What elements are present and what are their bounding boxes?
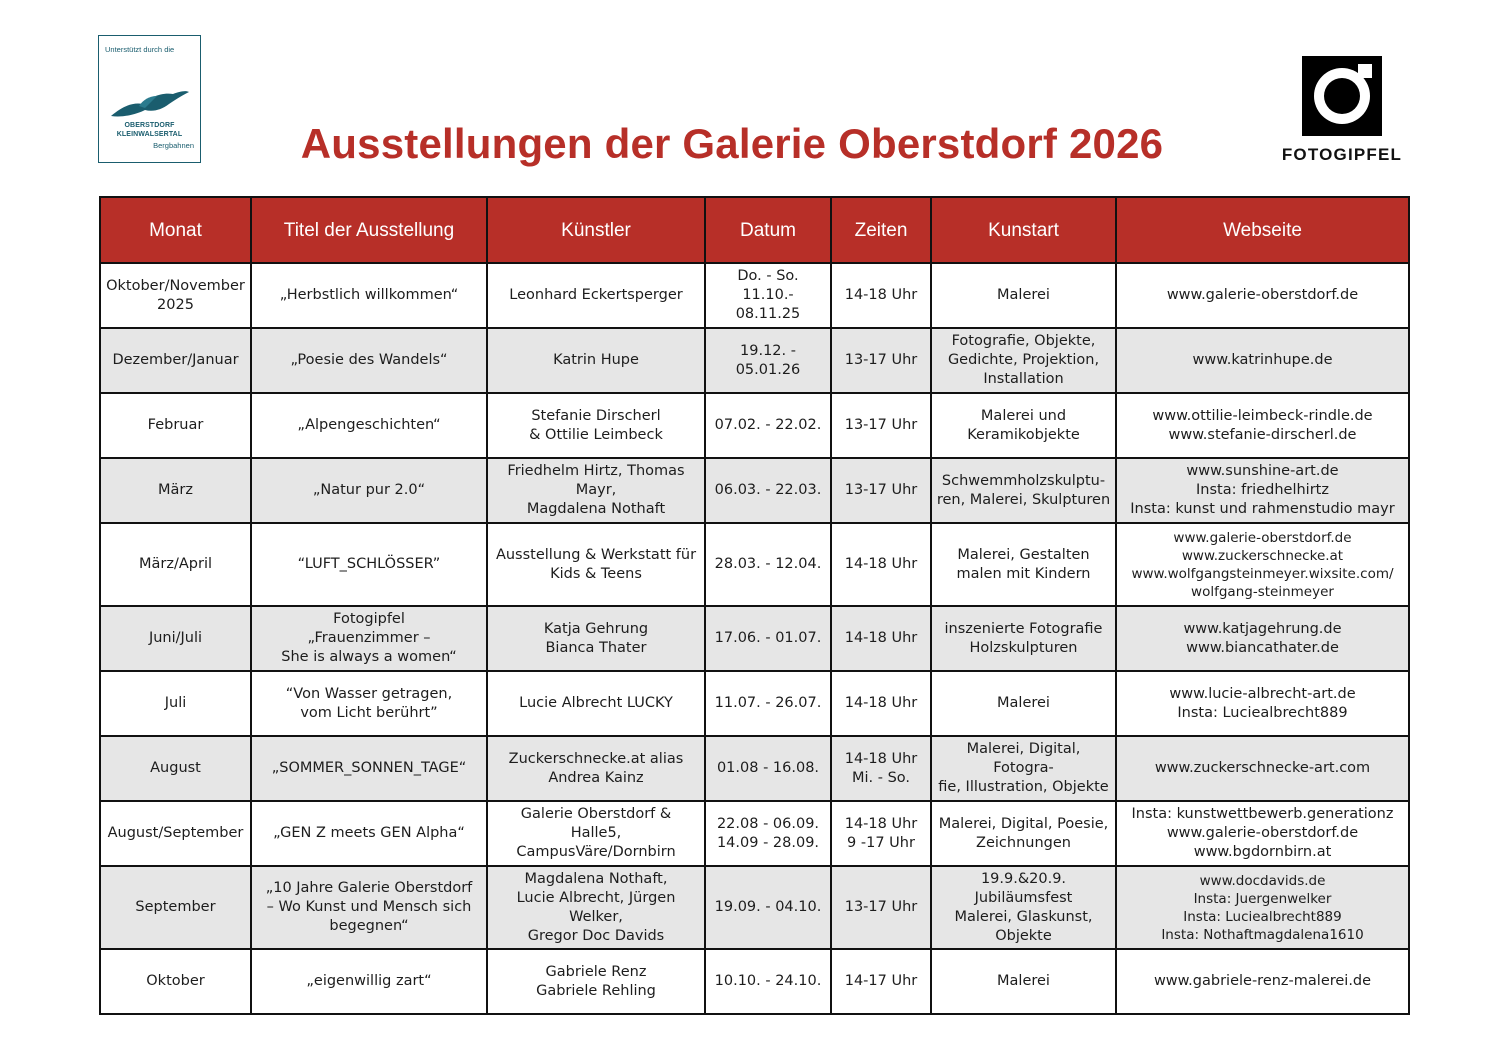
cell-line: „GEN Z meets GEN Alpha“ (273, 825, 465, 841)
cell-line: www.wolfgangsteinmeyer.wixsite.com/ (1131, 565, 1394, 582)
cell-line: Malerei (997, 973, 1050, 989)
cell-line: „Poesie des Wandels“ (290, 352, 448, 368)
cell-date (705, 606, 831, 671)
cell-month (100, 523, 251, 606)
cell-artist (487, 458, 705, 523)
cell-artist (487, 328, 705, 393)
table-row (100, 393, 1409, 458)
cell-artist (487, 736, 705, 801)
sponsor-name-line2: KLEINWALSERTAL (116, 131, 183, 138)
cell-art-type (931, 523, 1116, 606)
cell-times (831, 671, 931, 736)
header-month: Monat (100, 197, 251, 263)
cell-line: September (135, 899, 216, 915)
header-times: Zeiten (831, 197, 931, 263)
cell-line: Magdalena Nothaft (526, 501, 666, 517)
cell-times (831, 523, 931, 606)
cell-line: Bianca Thater (545, 639, 647, 656)
header-title: Titel der Ausstellung (251, 197, 487, 263)
cell-line: 17.06. - 01.07. (714, 630, 822, 646)
cell-line: inszenierte Fotografie (944, 620, 1103, 637)
cell-line: Insta: Juergenwelker (1193, 890, 1332, 907)
cell-month (100, 393, 251, 458)
cell-line: Insta: Luciealbrecht889 (1177, 704, 1348, 721)
cell-line: www.bgdornbirn.at (1193, 844, 1332, 860)
cell-month (100, 328, 251, 393)
cell-title (251, 328, 487, 393)
cell-line: „10 Jahre Galerie Oberstdorf (265, 880, 473, 896)
cell-line: Insta: friedhelhirtz (1196, 482, 1329, 498)
page-title: Ausstellungen der Galerie Oberstdorf 2026 (300, 120, 1164, 167)
cell-title (251, 606, 487, 671)
cell-times (831, 393, 931, 458)
cell-month (100, 263, 251, 328)
cell-line: 11.10.- 08.11.25 (735, 287, 801, 322)
cell-line: She is always a women“ (281, 649, 457, 665)
header-website: Webseite (1116, 197, 1409, 263)
cell-line: www.katrinhupe.de (1192, 352, 1333, 368)
cell-date (705, 458, 831, 523)
cell-line: Malerei (997, 287, 1050, 303)
cell-line: August/September (107, 825, 244, 841)
cell-times (831, 458, 931, 523)
cell-art-type (931, 606, 1116, 671)
cell-website (1116, 263, 1409, 328)
cell-line: Insta: kunst und rahmenstudio mayr (1130, 501, 1395, 517)
cell-line: Installation (983, 371, 1064, 387)
cell-website (1116, 736, 1409, 801)
cell-artist (487, 866, 705, 949)
cell-art-type (931, 736, 1116, 801)
cell-line: www.lucie-albrecht-art.de (1169, 685, 1356, 702)
cell-line: www.gabriele-renz-malerei.de (1153, 973, 1372, 989)
cell-line: Malerei und (980, 407, 1067, 424)
sponsor-caption: Unterstützt durch die (105, 45, 175, 54)
cell-line: 13-17 Uhr (844, 482, 918, 498)
cell-line: www.katjagehrung.de (1183, 620, 1342, 637)
cell-line: Schwemmholzskulptu- (941, 472, 1106, 489)
cell-line: www.zuckerschnecke.at (1181, 547, 1344, 564)
cell-line: 19.12. - 05.01.26 (735, 342, 801, 378)
cell-line: 28.03. - 12.04. (714, 556, 822, 572)
cell-line: Malerei, Glaskunst, (954, 908, 1093, 925)
cell-line: Katja Gehrung (543, 620, 649, 637)
cell-line: „SOMMER_SONNEN_TAGE“ (271, 760, 467, 776)
cell-line: 14-17 Uhr (844, 973, 918, 989)
cell-line: „Natur pur 2.0“ (312, 482, 426, 498)
cell-line: Stefanie Dirscherl (531, 407, 661, 424)
cell-line: Insta: Luciealbrecht889 (1183, 908, 1342, 925)
sponsor-name-line3: Bergbahnen (153, 141, 194, 150)
cell-line: www.sunshine-art.de (1186, 463, 1339, 479)
cell-website (1116, 606, 1409, 671)
cell-art-type (931, 866, 1116, 949)
cell-artist (487, 606, 705, 671)
cell-line: März/April (139, 556, 212, 572)
cell-date (705, 671, 831, 736)
cell-website (1116, 393, 1409, 458)
header-date: Datum (705, 197, 831, 263)
cell-line: Magdalena Nothaft, (524, 870, 668, 887)
cell-line: Keramikobjekte (967, 426, 1080, 443)
cell-line: 19.9.&20.9. Jubiläumsfest (974, 870, 1073, 906)
cell-website (1116, 523, 1409, 606)
cell-line: Lucie Albrecht LUCKY (519, 695, 673, 711)
cell-artist (487, 801, 705, 866)
exhibition-table (99, 196, 1410, 1015)
cell-line: www.galerie-oberstdorf.de (1166, 825, 1359, 841)
table-row (100, 328, 1409, 393)
cell-month (100, 866, 251, 949)
cell-line: Malerei, Digital, Poesie, (938, 815, 1109, 832)
table-header-row (100, 197, 1409, 263)
cell-line: wolfgang-steinmeyer (1191, 583, 1334, 600)
cell-art-type (931, 949, 1116, 1014)
cell-title (251, 949, 487, 1014)
cell-line: 14-18 Uhr (844, 630, 918, 646)
cell-line: www.biancathater.de (1186, 639, 1339, 656)
cell-line: Objekte (995, 927, 1052, 944)
table-row (100, 801, 1409, 866)
cell-line: 22.08 - 06.09. (716, 815, 820, 832)
cell-line: Gabriele Rehling (536, 982, 656, 999)
cell-line: 07.02. - 22.02. (714, 417, 822, 433)
cell-line: begegnen“ (329, 918, 409, 934)
cell-line: – Wo Kunst und Mensch sich (266, 899, 472, 915)
cell-date (705, 328, 831, 393)
cell-line: 13-17 Uhr (844, 417, 918, 433)
cell-title (251, 263, 487, 328)
cell-date (705, 949, 831, 1014)
cell-line: Mi. - So. (851, 769, 911, 786)
cell-times (831, 263, 931, 328)
cell-line: Galerie Oberstdorf & (520, 806, 672, 822)
cell-line: Insta: Nothaftmagdalena1610 (1161, 926, 1364, 943)
cell-line: „Frauenzimmer – (307, 630, 431, 646)
cell-line: Malerei, Digital, Fotogra- (966, 741, 1081, 776)
cell-website (1116, 328, 1409, 393)
cell-line: Insta: kunstwettbewerb.generationz (1131, 806, 1394, 822)
cell-line: www.galerie-oberstdorf.de (1173, 529, 1352, 546)
cell-line: Dezember/Januar (112, 352, 239, 368)
cell-title (251, 393, 487, 458)
cell-website (1116, 949, 1409, 1014)
cell-line: Halle5, CampusVäre/Dornbirn (516, 825, 676, 860)
cell-art-type (931, 671, 1116, 736)
cell-line: 2025 (157, 296, 194, 313)
partner-name: FOTOGIPFEL (1281, 145, 1403, 164)
cell-line: Holzskulpturen (969, 639, 1078, 656)
cell-line: www.zuckerschnecke-art.com (1154, 760, 1371, 776)
cell-line: Fotografie, Objekte, (951, 333, 1096, 349)
cell-title (251, 458, 487, 523)
cell-line: 9 -17 Uhr (847, 834, 915, 851)
cell-line: malen mit Kindern (956, 565, 1091, 582)
table-row (100, 523, 1409, 606)
cell-line: Gregor Doc Davids (527, 927, 665, 944)
cell-month (100, 736, 251, 801)
cell-times (831, 801, 931, 866)
cell-line: Fotogipfel (333, 611, 405, 627)
cell-line: 13-17 Uhr (844, 352, 918, 368)
cell-line: Malerei (997, 695, 1050, 711)
cell-line: 14.09 - 28.09. (716, 834, 820, 851)
cell-line: Zeichnungen (976, 834, 1071, 851)
cell-website (1116, 801, 1409, 866)
cell-date (705, 263, 831, 328)
cell-line: „Herbstlich willkommen“ (279, 287, 459, 303)
cell-month (100, 671, 251, 736)
cell-line: Ausstellung & Werkstatt für (495, 546, 697, 563)
cell-line: 11.07. - 26.07. (714, 695, 822, 711)
cell-artist (487, 523, 705, 606)
cell-line: „eigenwillig zart“ (306, 973, 432, 989)
table-row (100, 949, 1409, 1014)
table-row (100, 263, 1409, 328)
cell-times (831, 949, 931, 1014)
cell-artist (487, 263, 705, 328)
cell-artist (487, 671, 705, 736)
cell-line: 01.08 - 16.08. (716, 760, 820, 776)
cell-title (251, 801, 487, 866)
cell-line: Februar (147, 417, 204, 433)
cell-art-type (931, 801, 1116, 866)
cell-line: 06.03. - 22.03. (714, 482, 822, 498)
cell-line: 19.09. - 04.10. (714, 899, 822, 915)
cell-times (831, 606, 931, 671)
cell-art-type (931, 458, 1116, 523)
cell-artist (487, 949, 705, 1014)
cell-line: Gedichte, Projektion, (947, 352, 1100, 368)
cell-line: 13-17 Uhr (844, 899, 918, 915)
cell-date (705, 393, 831, 458)
eagle-icon (109, 88, 191, 120)
cell-line: 14-18 Uhr (844, 815, 918, 832)
cell-line: 10.10. - 24.10. (714, 973, 822, 989)
cell-line: “Von Wasser getragen, (285, 685, 453, 702)
cell-website (1116, 866, 1409, 949)
cell-line: Oktober/November (106, 277, 245, 294)
cell-line: www.ottilie-leimbeck-rindle.de (1152, 407, 1373, 424)
cell-line: Oktober (146, 973, 205, 989)
header-art-type: Kunstart (931, 197, 1116, 263)
cell-line: 14-18 Uhr (844, 695, 918, 711)
cell-line: „Alpengeschichten“ (297, 417, 441, 433)
cell-artist (487, 393, 705, 458)
cell-line: www.stefanie-dirscherl.de (1168, 426, 1357, 443)
cell-line: 14-18 Uhr (844, 750, 918, 767)
table-row (100, 671, 1409, 736)
sponsor-name-line1: OBERSTDORF (124, 122, 175, 129)
cell-website (1116, 458, 1409, 523)
cell-date (705, 801, 831, 866)
cell-times (831, 866, 931, 949)
cell-line: Leonhard Eckertsperger (509, 287, 683, 303)
cell-art-type (931, 263, 1116, 328)
table-row (100, 458, 1409, 523)
cell-line: 14-18 Uhr (844, 556, 918, 572)
cell-line: Friedhelm Hirtz, Thomas Mayr, (507, 463, 685, 498)
cell-line: www.galerie-oberstdorf.de (1166, 287, 1359, 303)
fotogipfel-logo-icon (1302, 56, 1382, 136)
cell-title (251, 671, 487, 736)
cell-art-type (931, 328, 1116, 393)
cell-line: Lucie Albrecht, Jürgen Welker, (516, 889, 676, 925)
table-row (100, 866, 1409, 949)
cell-date (705, 736, 831, 801)
cell-title (251, 866, 487, 949)
cell-line: fie, Illustration, Objekte (938, 779, 1109, 795)
cell-line: Do. - So. (737, 268, 799, 284)
cell-line: Gabriele Renz (545, 963, 647, 980)
cell-title (251, 736, 487, 801)
cell-line: & Ottilie Leimbeck (529, 426, 663, 443)
cell-month (100, 801, 251, 866)
cell-month (100, 606, 251, 671)
cell-line: März (158, 482, 193, 498)
cell-line: Malerei, Gestalten (957, 546, 1090, 563)
cell-line: Zuckerschnecke.at alias (508, 750, 684, 767)
cell-date (705, 523, 831, 606)
cell-times (831, 328, 931, 393)
cell-line: vom Licht berührt” (300, 704, 438, 721)
cell-line: “LUFT_SCHLÖSSER” (297, 556, 441, 572)
cell-date (705, 866, 831, 949)
cell-line: 14-18 Uhr (844, 287, 918, 303)
cell-website (1116, 671, 1409, 736)
cell-title (251, 523, 487, 606)
cell-times (831, 736, 931, 801)
cell-art-type (931, 393, 1116, 458)
table-row (100, 736, 1409, 801)
cell-line: August (150, 760, 201, 776)
cell-line: Kids & Teens (550, 565, 642, 582)
cell-month (100, 458, 251, 523)
cell-line: www.docdavids.de (1199, 872, 1326, 889)
cell-line: ren, Malerei, Skulpturen (936, 491, 1111, 508)
cell-month (100, 949, 251, 1014)
cell-line: Katrin Hupe (553, 352, 639, 368)
cell-line: Juni/Juli (148, 630, 203, 646)
cell-line: Juli (164, 695, 187, 711)
header-artist: Künstler (487, 197, 705, 263)
table-row (100, 606, 1409, 671)
cell-line: Andrea Kainz (548, 769, 644, 786)
